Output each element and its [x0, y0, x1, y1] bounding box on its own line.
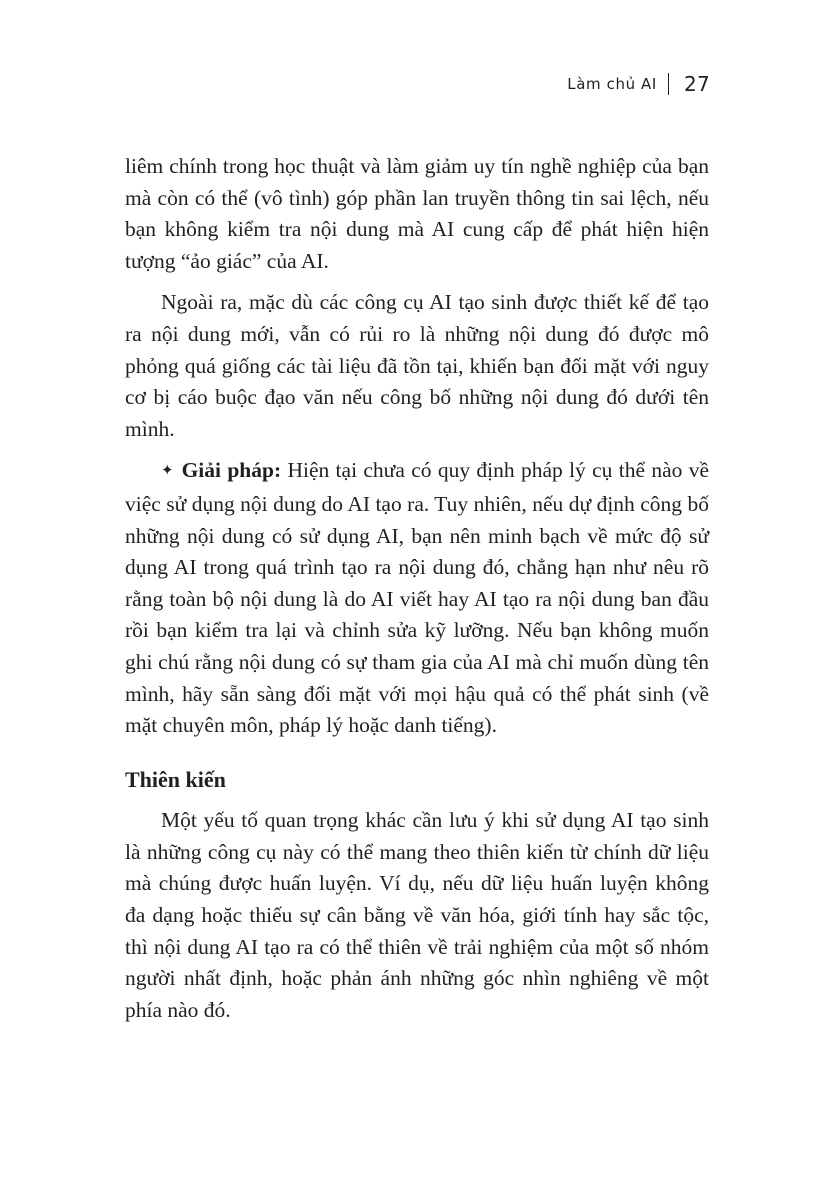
body-text [125, 151, 709, 1026]
solution-label: Giải pháp: [181, 458, 282, 483]
page-number: 27 [683, 72, 710, 96]
section-heading: Thiên kiến [125, 766, 226, 792]
header-divider [668, 73, 669, 95]
solution-paragraph [125, 455, 709, 741]
solution-text: Hiện tại chưa có quy định pháp lý cụ thể nào về việc sử dụng nội dung do AI tạo ra. Tuy nhiên, nếu dự định công bố những nội dung có sử dụng AI, bạn nên minh bạch về mức độ sử dụng AI trong quá trình tạo ra nội dung đó, chẳng hạn như nêu rõ rằng toàn bộ nội dung là do AI viết hay AI tạo ra nội dung ban đầu rồi bạn kiểm tra lại và chỉnh sửa kỹ lưỡng. Nếu bạn không muốn ghi chú rằng nội dung có sự tham gia của AI mà chỉ muốn dùng tên mình, hãy sẵn sàng đối mặt với mọi hậu quả có thể phát sinh (về mặt chuyên môn, pháp lý hoặc danh tiếng). [125, 458, 709, 738]
paragraph-continued: liêm chính trong học thuật và làm giảm uy tín nghề nghiệp của bạn mà còn có thể (vô tình) góp phần lan truyền thông tin sai lệch, nếu bạn không kiểm tra nội dung mà AI cung cấp để phát hiện hiện tượng “ảo giác” của AI. [125, 154, 709, 273]
sparkle-icon: ✦ [161, 461, 174, 480]
book-title: Làm chủ AI [567, 75, 657, 93]
running-head [567, 72, 710, 96]
paragraph-bias: Một yếu tố quan trọng khác cần lưu ý khi sử dụng AI tạo sinh là những công cụ này có thể mang theo thiên kiến từ chính dữ liệu mà chúng được huấn luyện. Ví dụ, nếu dữ liệu huấn luyện không đa dạng hoặc thiếu sự cân bằng về văn hóa, giới tính hay sắc tộc, thì nội dung AI tạo ra có thể thiên về trải nghiệm của một số nhóm người nhất định, hoặc phản ánh những góc nhìn nghiêng về một phía nào đó. [125, 808, 709, 1022]
paragraph-plagiarism-risk: Ngoài ra, mặc dù các công cụ AI tạo sinh được thiết kế để tạo ra nội dung mới, vẫn có rủi ro là những nội dung đó được mô phỏng quá giống các tài liệu đã tồn tại, khiến bạn đối mặt với nguy cơ bị cáo buộc đạo văn nếu công bố những nội dung đó dưới tên mình. [125, 290, 709, 441]
